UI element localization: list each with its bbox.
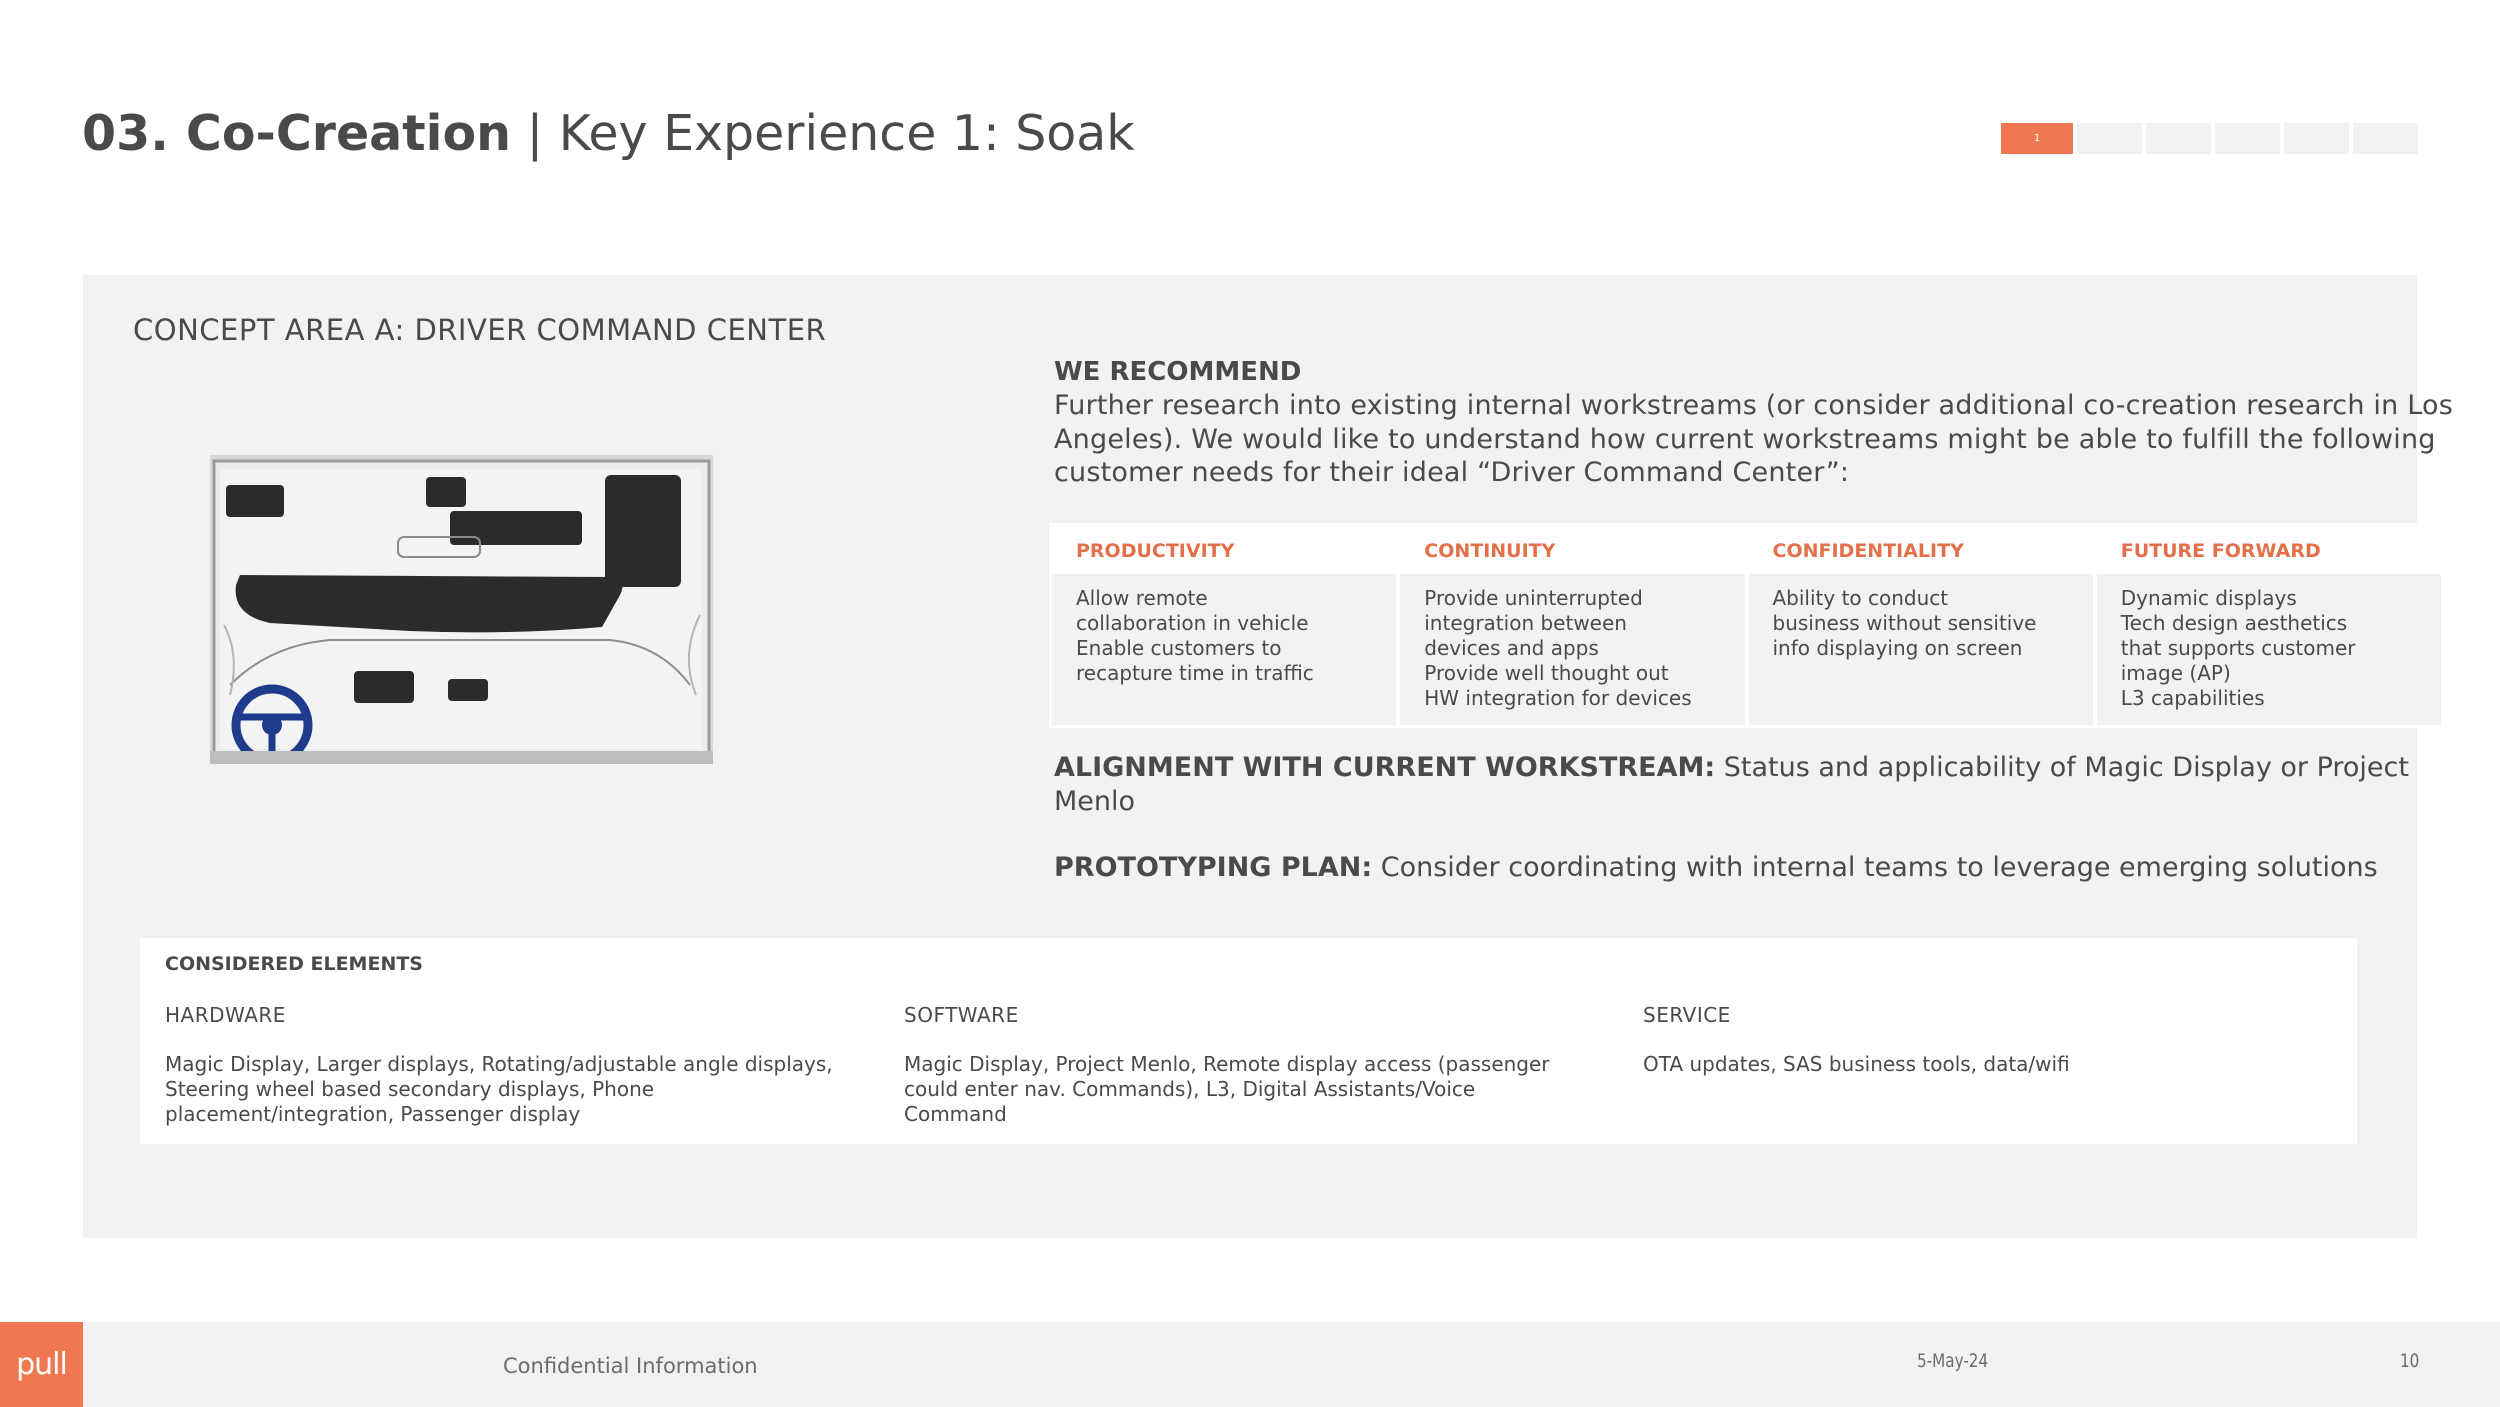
recommend-body: Further research into existing internal workstreams (or consider additional co-creation research in Los Angeles). We would like to understand how current workstreams might be able to fulfill the following customer needs for their ideal “Driver Command Center”: xyxy=(1054,390,2453,488)
pull-logo: pull xyxy=(0,1322,83,1407)
need-column-confidentiality xyxy=(1749,526,2093,725)
recommend-heading: WE RECOMMEND xyxy=(1054,357,1302,387)
title-subject: Key Experience 1: Soak xyxy=(558,105,1135,162)
need-column-productivity xyxy=(1052,526,1396,725)
progress-segment xyxy=(2353,123,2418,154)
need-body: Provide uninterrupted integration between devices and apps Provide well thought out HW integration for devices xyxy=(1400,574,1744,725)
progress-segment-active: 1 xyxy=(2001,123,2073,154)
need-body: Ability to conduct business without sensitive info displaying on screen xyxy=(1749,574,2093,725)
considered-label: SOFTWARE xyxy=(904,1003,1019,1027)
progress-segment xyxy=(2146,123,2211,154)
considered-heading: CONSIDERED ELEMENTS xyxy=(165,953,423,975)
slide-date: 5-May-24 xyxy=(1917,1350,1989,1372)
title-section: 03. Co-Creation xyxy=(82,105,512,162)
concept-area-title: CONCEPT AREA A: DRIVER COMMAND CENTER xyxy=(133,313,827,347)
customer-needs-table xyxy=(1049,523,2444,728)
need-title: CONFIDENTIALITY xyxy=(1749,526,2093,574)
progress-segment xyxy=(2284,123,2349,154)
considered-service xyxy=(1643,1003,2343,1077)
prototyping-label: PROTOTYPING PLAN: xyxy=(1054,852,1373,883)
concept-panel xyxy=(83,275,2453,1238)
considered-hardware xyxy=(165,1003,865,1127)
confidential-notice: Confidential Information xyxy=(503,1354,758,1378)
need-title: PRODUCTIVITY xyxy=(1052,526,1396,574)
need-column-continuity xyxy=(1400,526,1744,725)
need-title: FUTURE FORWARD xyxy=(2097,526,2441,574)
alignment-text: Status and applicability of Magic Display or Project Menlo xyxy=(1054,752,2409,817)
need-body: Allow remote collaboration in vehicle Enable customers to recapture time in traffic xyxy=(1052,574,1396,725)
considered-text: Magic Display, Project Menlo, Remote display access (passenger could enter nav. Commands), L3, Digital Assistants/Voice Command xyxy=(904,1052,1550,1126)
need-title: CONTINUITY xyxy=(1400,526,1744,574)
page-number: 10 xyxy=(2400,1350,2420,1372)
need-column-future-forward xyxy=(2097,526,2441,725)
title-separator: | xyxy=(511,105,559,162)
alignment-statement xyxy=(1054,751,2454,819)
recommendation-block xyxy=(1054,355,2454,490)
progress-segment xyxy=(2077,123,2142,154)
progress-segment xyxy=(2215,123,2280,154)
page-title xyxy=(82,104,1135,164)
prototyping-statement xyxy=(1054,851,2454,885)
prototyping-text: Consider coordinating with internal teams to leverage emerging solutions xyxy=(1372,852,2378,883)
considered-software xyxy=(904,1003,1584,1127)
progress-tracker xyxy=(2001,123,2418,154)
considered-label: SERVICE xyxy=(1643,1003,1731,1027)
need-body: Dynamic displays Tech design aesthetics that supports customer image (AP) L3 capabilities xyxy=(2097,574,2441,725)
slide-footer xyxy=(0,1322,2500,1407)
alignment-label: ALIGNMENT WITH CURRENT WORKSTREAM: xyxy=(1054,752,1716,783)
cockpit-mockup-image xyxy=(210,455,713,764)
considered-elements-box xyxy=(140,938,2357,1144)
considered-text: Magic Display, Larger displays, Rotating/adjustable angle displays, Steering wheel based secondary displays, Phone placement/integration, Passenger display xyxy=(165,1052,833,1126)
considered-label: HARDWARE xyxy=(165,1003,286,1027)
considered-text: OTA updates, SAS business tools, data/wifi xyxy=(1643,1052,2070,1076)
